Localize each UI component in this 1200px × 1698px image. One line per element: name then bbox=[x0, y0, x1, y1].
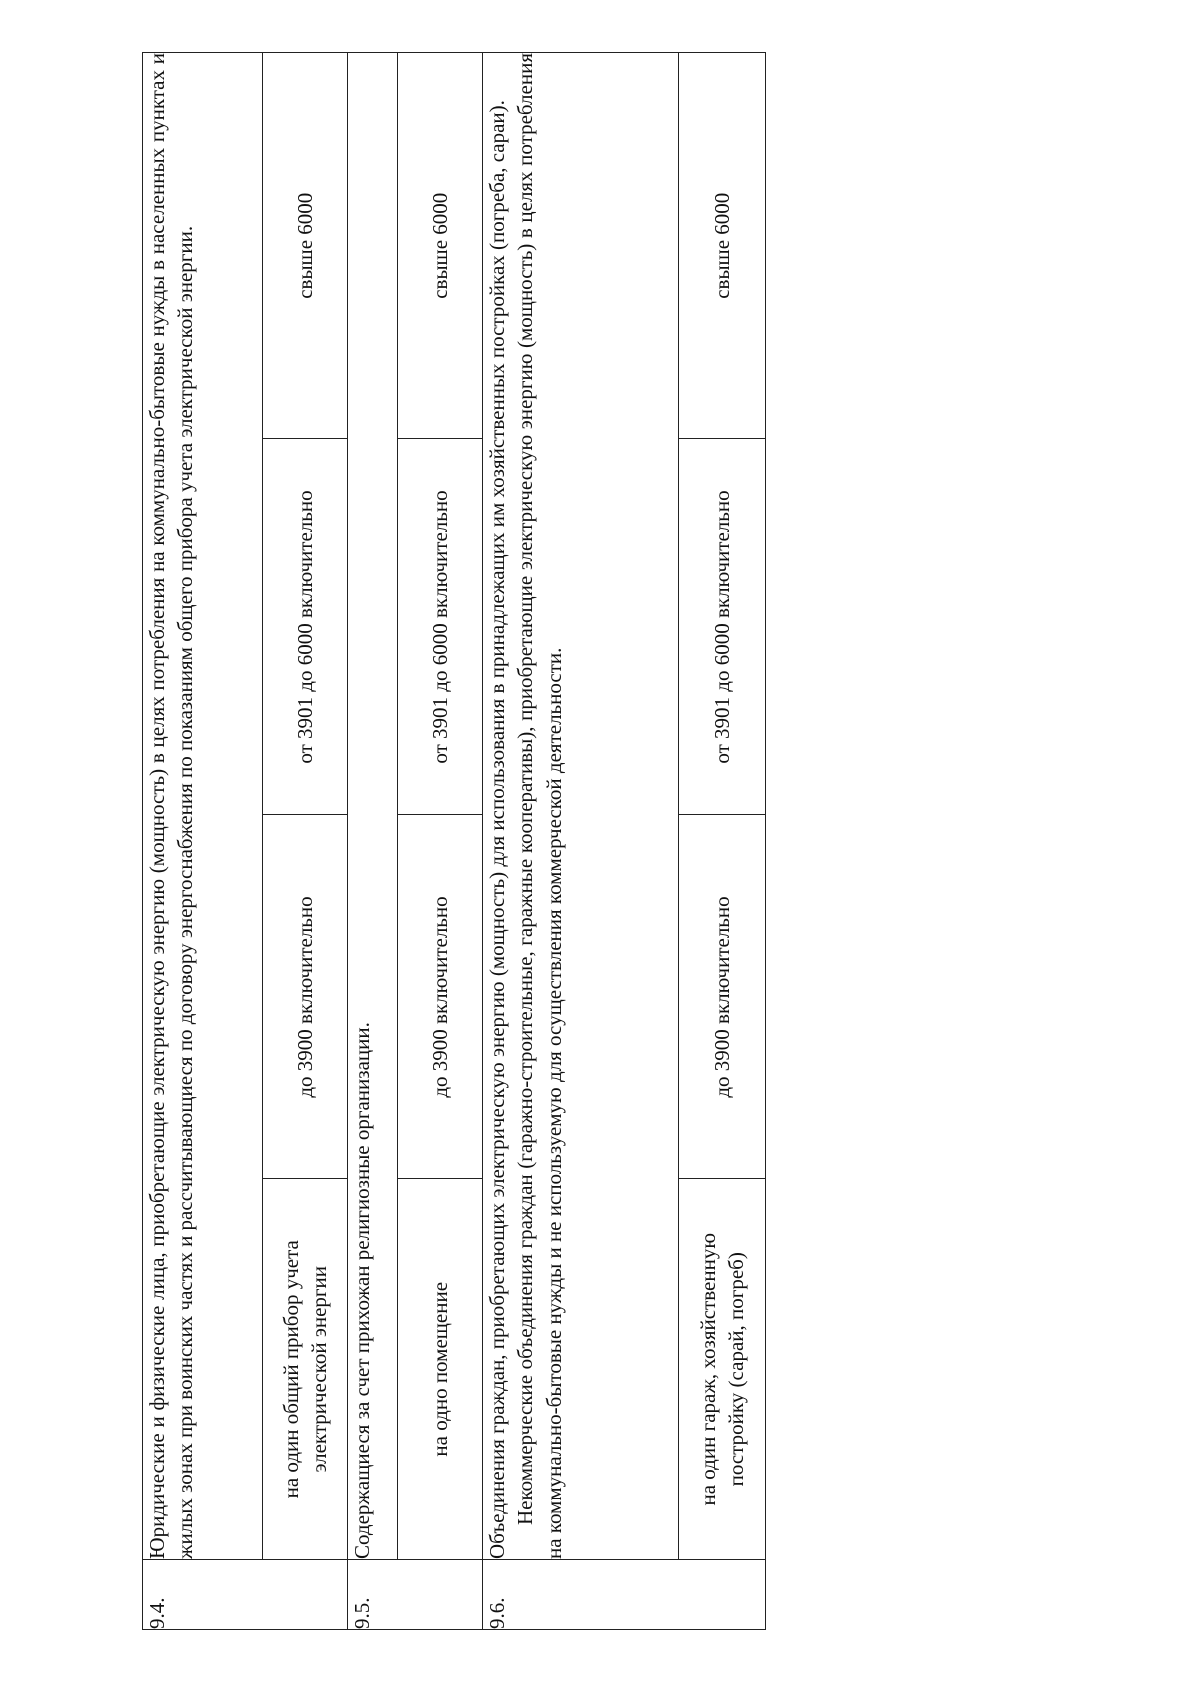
row-number: 9.5. bbox=[348, 1560, 483, 1630]
range-cell: от 3901 до 6000 включительно bbox=[263, 439, 347, 815]
description-paragraph: Юридические и физические лица, приобретающие электрическую энергию (мощность) в целях потребления на коммунально-бытовые нужды в населенных пунктах и жилых зонах при воинских частях и рассчитывающиеся по договору энергоснабжения по показаниям общего прибора учета электрической энергии. bbox=[145, 53, 198, 1559]
table-row bbox=[348, 53, 398, 1630]
row-description bbox=[348, 53, 398, 1560]
sub-row bbox=[263, 53, 347, 1559]
table-row bbox=[679, 53, 766, 1630]
table-row bbox=[263, 53, 348, 1630]
range-cell: до 3900 включительно bbox=[679, 815, 765, 1179]
range-cell: от 3901 до 6000 включительно bbox=[398, 439, 482, 815]
sub-row bbox=[679, 53, 765, 1559]
range-cell: до 3900 включительно bbox=[398, 815, 482, 1179]
row-number: 9.4. bbox=[143, 1560, 348, 1630]
unit-cell: на одно помещение bbox=[427, 1281, 452, 1457]
row-description bbox=[483, 53, 679, 1560]
range-cell: свыше 6000 bbox=[263, 53, 347, 439]
range-cell: от 3901 до 6000 включительно bbox=[679, 439, 765, 815]
range-cell: свыше 6000 bbox=[679, 53, 765, 439]
row-number: 9.6. bbox=[483, 1560, 766, 1630]
unit-cell: на один общий прибор учета электрической энергии bbox=[278, 1240, 331, 1499]
unit-cell: на один гараж, хозяйственную постройку (сарай, погреб) bbox=[695, 1232, 748, 1506]
description-paragraph: Объединения граждан, приобретающих электрическую энергию (мощность) для использования в принадлежащих им хозяйственных постройках (погреба, сараи). bbox=[485, 100, 509, 1559]
rotated-page bbox=[142, 52, 762, 1630]
range-cell: до 3900 включительно bbox=[263, 815, 347, 1179]
row-description bbox=[143, 53, 263, 1560]
table-row bbox=[483, 53, 679, 1630]
table-row bbox=[143, 53, 263, 1630]
description-paragraph: Содержащиеся за счет прихожан религиозные организации. bbox=[350, 1022, 374, 1559]
tariff-table bbox=[142, 52, 766, 1630]
range-cell: свыше 6000 bbox=[398, 53, 482, 439]
description-paragraph: Некоммерческие объединения граждан (гаражно-строительные, гаражные кооперативы), приобретающие электрическую энергию (мощность) в целях потребления на коммунально-бытовые нужды и не используемую для осуществления коммерческой деятельности. bbox=[513, 53, 566, 1559]
sub-row bbox=[398, 53, 482, 1559]
table-row bbox=[398, 53, 483, 1630]
